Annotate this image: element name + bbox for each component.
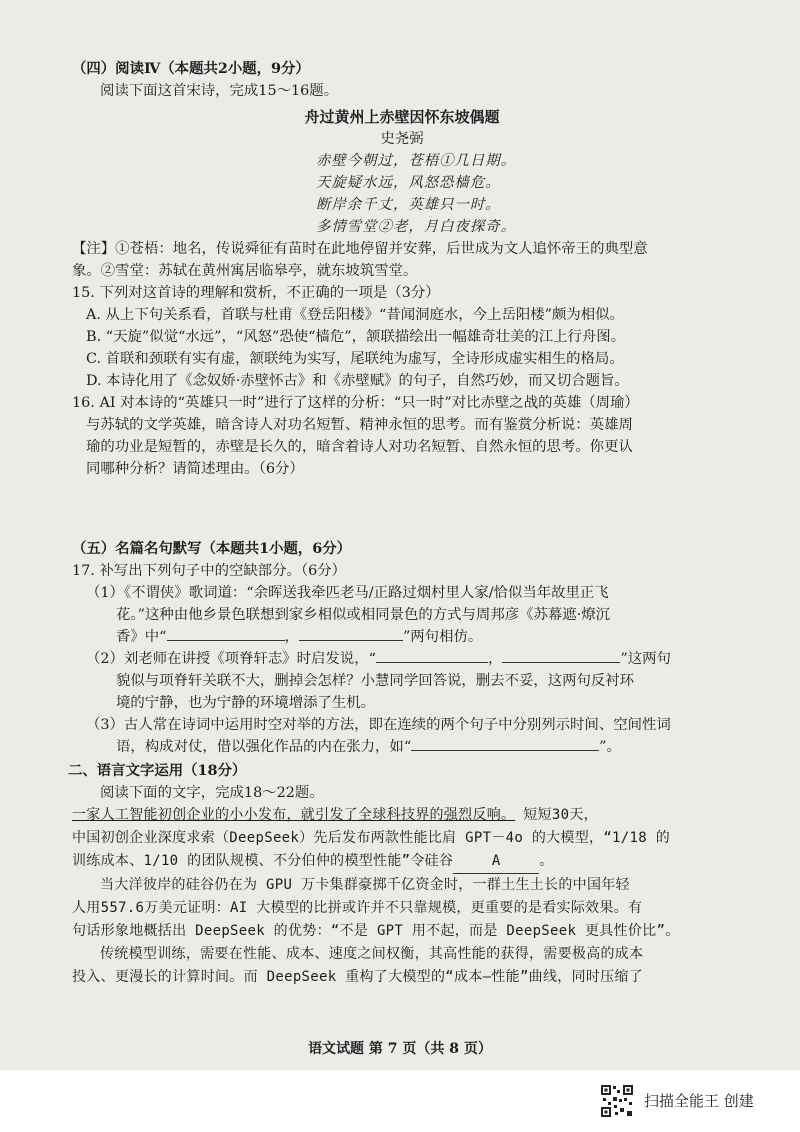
question-15-option-c: C. 首联和颈联有实有虚，颔联纯为实写，尾联纯为虚写，全诗形成虚实相生的格局。 [86, 351, 624, 367]
poem-author: 史尧弼 [380, 131, 424, 147]
article-text-run: 训练成本、1/10 的团队规模、不分伯仲的模型性能”令硅谷 [72, 853, 454, 869]
question-17-part2-line2: 貌似与项脊轩关联不大，删掉会怎样？小慧同学回答说，删去不妥，这两句反衬环 [116, 673, 635, 689]
page-content [68, 56, 732, 989]
poem-note-line1: 【注】①苍梧：地名，传说舜征有苗时在此地停留并安葬，后世成为文人追怀帝王的典型意 [72, 241, 648, 257]
article-para2-line2: 人用557.6万美元证明：AI 大模型的比拼或许并不只靠规模，更重要的是看实际效果。有 [72, 900, 643, 916]
article-underlined-sentence: 一家人工智能初创企业的小小发布，就引发了全球科技界的强烈反响。 [72, 807, 516, 823]
poem-line: 天旋疑水远，风怒恐樯危。 [316, 175, 501, 191]
article-para2-line1: 当大洋彼岸的硅谷仍在为 GPU 万卡集群豪掷千亿资金时，一群土生土长的中国年轻 [100, 877, 630, 893]
question-17-part1-line2: 花。”这种由他乡景色联想到家乡相似或相同景色的方式与周邦彦《苏幕遮·燎沉 [116, 607, 611, 623]
poem-note-line2: 象。②雪堂：苏轼在黄州寓居临皋亭，就东坡筑雪堂。 [72, 263, 418, 279]
question-17-part3-line1: （3）古人常在诗词中运用时空对举的方法，即在连续的两个句子中分别列示时间、空间性词 [86, 717, 671, 733]
question-17-part1-line1: （1）《不谓侠》歌词道：“余晖送我牵匹老马/正路过烟村里人家/恰似当年故里正飞 [86, 585, 609, 601]
article-text-run: 短短30天， [523, 807, 598, 823]
question-16-line: 16. AI 对本诗的“英雄只一时”进行了这样的分析：“只一时”对比赤壁之战的英雄（周瑜） [72, 395, 639, 411]
question-15-stem: 15. 下列对这首诗的理解和赏析，不正确的一项是（3分） [72, 285, 440, 301]
question-17-part2-line1 [72, 648, 732, 670]
answer-blank[interactable] [502, 662, 620, 663]
question-17-part3-suffix: ”。 [599, 739, 621, 755]
blank-label-a: A [491, 853, 501, 869]
answer-blank[interactable] [411, 750, 599, 751]
question-15-option-b: B. “天旋”似觉“水远”，“风怒”恐使“樯危”，颔联描绘出一幅雄奇壮美的江上行舟图。 [86, 329, 626, 345]
article-para1-line1 [72, 804, 732, 827]
poem-line: 赤壁今朝过，苍梧①几日期。 [316, 153, 517, 169]
question-16-line: 瑜的功业是短暂的，赤壁是长久的，暗含着诗人对功名短暂、自然永恒的思考。你更认 [86, 439, 633, 455]
article-blank-a[interactable] [453, 850, 539, 874]
comma: ， [487, 651, 503, 667]
poem-line: 断岸余千丈，英雄只一时。 [316, 197, 501, 213]
question-15-option-a: A. 从上下句关系看，首联与杜甫《登岳阳楼》“昔闻洞庭水，今上岳阳楼”颇为相似。 [86, 307, 624, 323]
question-16-line: 与苏轼的文学英雄，暗含诗人对功名短暂、精神永恒的思考。而有鉴赏分析说：英雄周 [86, 417, 633, 433]
section5-heading: （五）名篇名句默写（本题共1小题，6分） [72, 540, 352, 557]
poem-line: 多情雪堂②老，月白夜探奇。 [316, 219, 517, 235]
question-17-part1-suffix: ”两句相仿。 [402, 629, 483, 645]
question-17-part2-prefix: （2）刘老师在讲授《项脊轩志》时启发说，“ [86, 651, 376, 667]
section4-heading: （四）阅读Ⅳ（本题共2小题，9分） [72, 60, 310, 77]
section2-intro: 阅读下面的文字，完成18～22题。 [100, 785, 324, 801]
article-para3-line1: 传统模型训练，需要在性能、成本、速度之间权衡，其高性能的获得，需要极高的成本 [100, 946, 644, 962]
article-para1-line3 [72, 850, 732, 874]
page-footer: 语文试题 第 7 页（共 8 页） [308, 1041, 492, 1057]
question-17-part1-line3 [72, 626, 732, 648]
question-16-line: 同哪种分析？请简述理由。（6分） [86, 461, 304, 477]
question-17-part2-suffix: ”这两句 [620, 651, 671, 667]
qr-code-icon [600, 1084, 634, 1118]
section2-heading: 二、语言文字运用（18分） [68, 762, 247, 779]
article-para2-line3: 句话形象地概括出 DeepSeek 的优势：“不是 GPT 用不起，而是 DeepSeek 更具性价比”。 [72, 923, 680, 939]
comma: ， [284, 629, 299, 645]
question-15-option-d: D. 本诗化用了《念奴娇·赤壁怀古》和《赤壁赋》的句子，自然巧妙，而又切合题旨。 [86, 373, 629, 389]
article-para1-line2: 中国初创企业深度求索（DeepSeek）先后发布两款性能比肩 GPT－4o 的大模型，“1/18 的 [72, 830, 671, 846]
answer-blank[interactable] [299, 640, 403, 641]
question-17-part3-prefix: 语，构成对仗，借以强化作品的内在张力，如“ [116, 739, 412, 755]
question-17-part2-line3: 境的宁静，也为宁静的环境增添了生机。 [116, 695, 376, 711]
article-text [72, 804, 732, 989]
answer-blank[interactable] [167, 640, 285, 641]
poem-title: 舟过黄州上赤壁因怀东坡偶题 [304, 108, 500, 126]
section4-intro: 阅读下面这首宋诗，完成15～16题。 [100, 83, 339, 99]
question-17-part3-line2 [72, 736, 732, 758]
scanner-app-label: 扫描全能王 创建 [644, 1092, 754, 1110]
article-text-run: 。 [539, 853, 554, 869]
answer-space [72, 480, 732, 536]
question-17-stem: 17. 补写出下列句子中的空缺部分。（6分） [72, 563, 347, 579]
question-17-part1-prefix: 香》中“ [116, 629, 167, 645]
answer-blank[interactable] [376, 662, 488, 663]
article-para3-line2: 投入、更漫长的计算时间。而 DeepSeek 重构了大模型的“成本—性能”曲线，同时压缩了 [72, 969, 644, 985]
